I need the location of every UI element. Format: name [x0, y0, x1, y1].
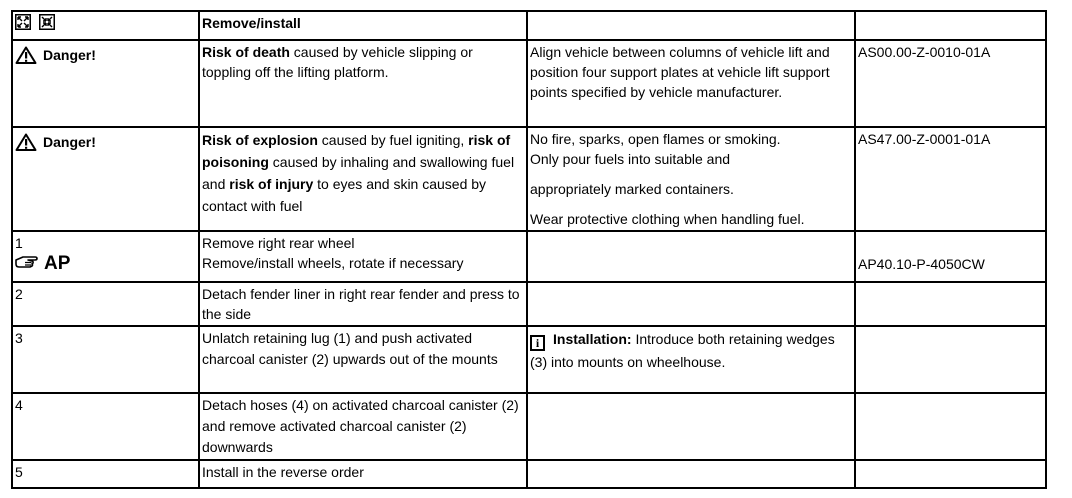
- step-row: [12, 326, 1046, 393]
- measure-text: Align vehicle between columns of vehicle lift and position four support plates at vehicle lift support points specified by vehicle manufacturer.: [530, 44, 830, 100]
- document-code-link[interactable]: AP40.10-P-4050CW: [858, 256, 985, 272]
- step-number-cell: [12, 326, 199, 393]
- step-text-cell: [199, 282, 527, 326]
- safety-label-cell: [12, 40, 199, 127]
- note-cell: [527, 460, 855, 488]
- step-text: Detach hoses (4) on activated charcoal canister (2) and remove activated charcoal canister (2) downwards: [202, 397, 519, 455]
- code-cell: [855, 282, 1046, 326]
- note-cell: [527, 282, 855, 326]
- step-row: [12, 393, 1046, 460]
- step-text-cell: [199, 460, 527, 488]
- step-text-cell: [199, 231, 527, 282]
- step-row: [12, 282, 1046, 326]
- step-text-cell: [199, 326, 527, 393]
- note-cell: [527, 231, 855, 282]
- step-text: Unlatch retaining lug (1) and push activated charcoal canister (2) upwards out of the mounts: [202, 330, 498, 367]
- step-number-cell: [12, 460, 199, 488]
- step-number: 4: [15, 397, 23, 413]
- step-number: 2: [15, 286, 23, 302]
- step-row: [12, 460, 1046, 488]
- step-number: 3: [15, 330, 23, 346]
- measure-text: Wear protective clothing when handling fuel.: [530, 211, 805, 227]
- document-code-link[interactable]: AS00.00-Z-0010-01A: [858, 44, 991, 60]
- safety-row: [12, 127, 1046, 231]
- step-text: Remove/install wheels, rotate if necessary: [202, 255, 464, 271]
- note-cell: [527, 326, 855, 393]
- safety-label-cell: [12, 127, 199, 231]
- header-empty-cell: [527, 11, 855, 40]
- step-number-cell: [12, 393, 199, 460]
- warning-triangle-icon: [15, 133, 37, 151]
- measure-text: Only pour fuels into suitable and: [530, 151, 731, 167]
- expand-icon[interactable]: [15, 14, 31, 30]
- note-label: Installation:: [553, 331, 632, 347]
- warning-triangle-icon: [15, 46, 37, 64]
- step-text: Install in the reverse order: [202, 464, 364, 480]
- header-row: [12, 11, 1046, 40]
- collapse-icon[interactable]: [39, 14, 55, 30]
- ap-label: AP: [44, 252, 71, 274]
- step-text: Detach fender liner in right rear fender and press to the side: [202, 286, 520, 322]
- code-cell: [855, 460, 1046, 488]
- step-number: 1: [15, 235, 23, 251]
- code-cell: [855, 326, 1046, 393]
- measure-cell: [527, 40, 855, 127]
- note-text: Introduce both retaining wedges (3) into mounts on wheelhouse.: [530, 331, 835, 370]
- step-text-cell: [199, 393, 527, 460]
- code-cell: [855, 231, 1046, 282]
- step-row: [12, 231, 1046, 282]
- danger-label: Danger!: [43, 134, 96, 150]
- page-title: Remove/install: [202, 15, 301, 31]
- step-number-cell: [12, 231, 199, 282]
- step-text: Remove right rear wheel: [202, 235, 355, 251]
- info-icon: i: [530, 335, 545, 351]
- hazard-emphasis: Risk of explosion: [202, 132, 318, 148]
- header-title: [199, 11, 527, 40]
- hazard-text: to eyes and skin caused by contact with fuel: [202, 176, 487, 214]
- hazard-emphasis: Risk of death: [202, 44, 290, 60]
- danger-label: Danger!: [43, 47, 96, 63]
- hazard-text: caused by fuel igniting,: [317, 132, 465, 148]
- code-cell: [855, 40, 1046, 127]
- step-number: 5: [15, 464, 23, 480]
- code-cell: [855, 393, 1046, 460]
- hazard-emphasis: risk of injury: [229, 176, 314, 192]
- procedure-table: [11, 10, 1047, 489]
- safety-row: [12, 40, 1046, 127]
- measure-text: No fire, sparks, open flames or smoking.: [530, 131, 781, 147]
- document-code-link[interactable]: AS47.00-Z-0001-01A: [858, 131, 991, 147]
- hazard-cell: [199, 40, 527, 127]
- measure-text: appropriately marked containers.: [530, 181, 734, 197]
- pointing-hand-icon: [15, 253, 41, 274]
- note-cell: [527, 393, 855, 460]
- code-cell: [855, 127, 1046, 231]
- hazard-text: caused by inhaling and swallowing fuel and: [202, 154, 515, 192]
- hazard-text: caused by vehicle slipping or toppling off the lifting platform.: [202, 44, 473, 80]
- measure-cell: [527, 127, 855, 231]
- hazard-emphasis: risk of poisoning: [202, 132, 511, 170]
- header-empty-cell: [855, 11, 1046, 40]
- step-number-cell: [12, 282, 199, 326]
- hazard-cell: [199, 127, 527, 231]
- header-icons-cell: [12, 11, 199, 40]
